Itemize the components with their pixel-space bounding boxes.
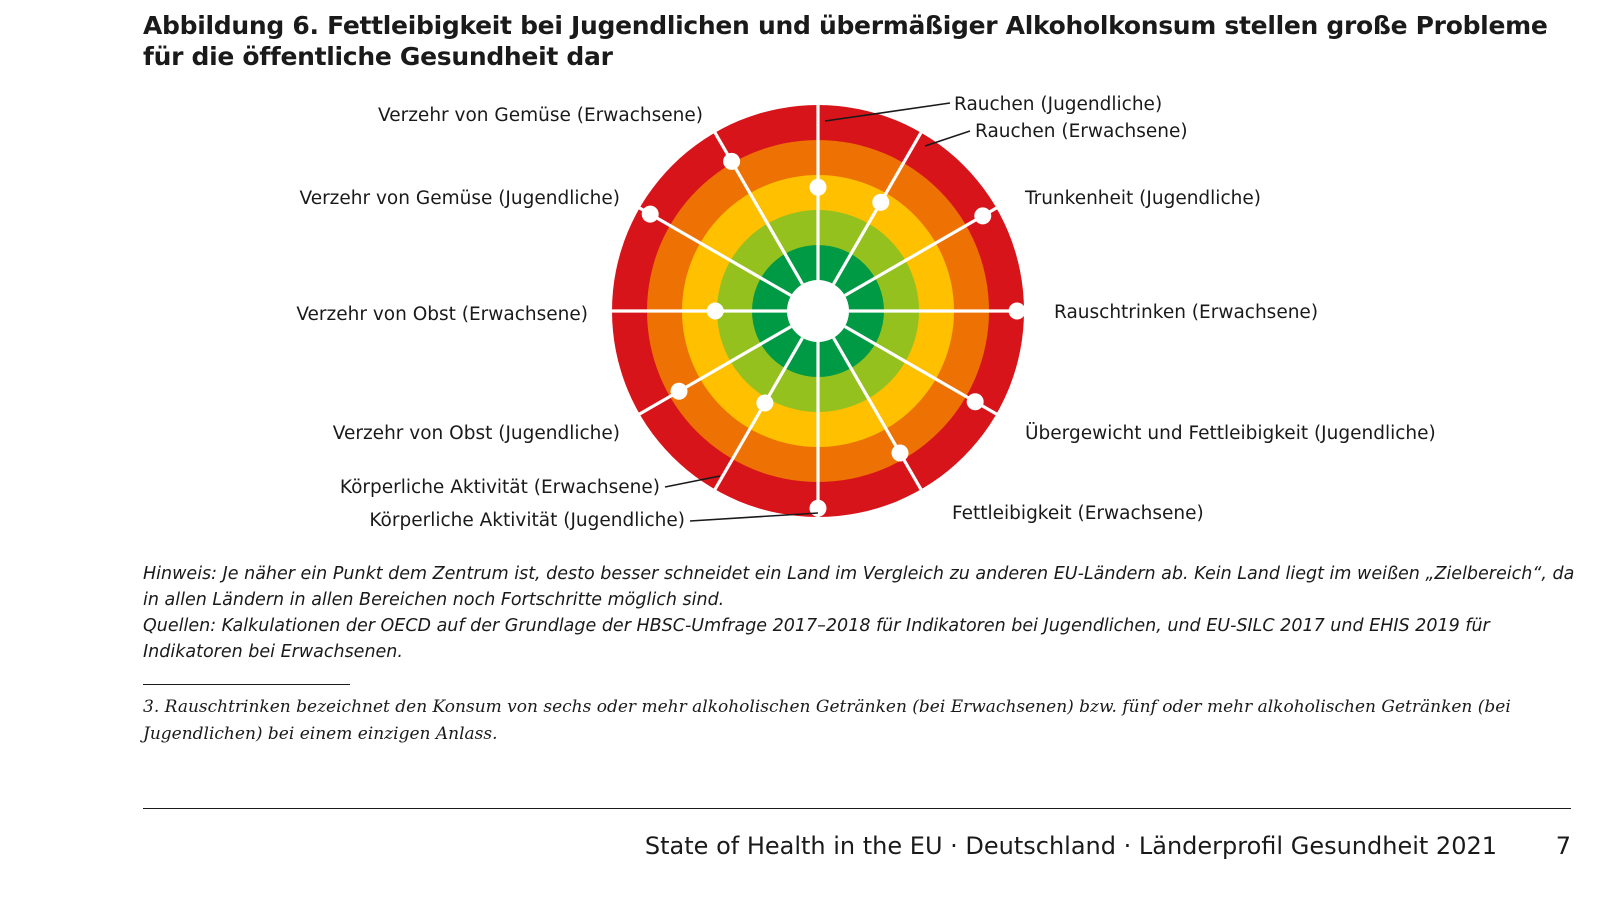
indicator-label: Rauchen (Jugendliche) bbox=[954, 94, 1163, 115]
indicator-label: Rauchen (Erwachsene) bbox=[975, 121, 1188, 142]
indicator-label: Körperliche Aktivität (Jugendliche) bbox=[369, 510, 685, 531]
score-dot bbox=[642, 206, 659, 223]
indicator-label: Verzehr von Gemüse (Jugendliche) bbox=[299, 188, 620, 209]
figure-title: Abbildung 6. Fettleibigkeit bei Jugendlichen und übermäßiger Alkoholkonsum stellen große Probleme für die öffentliche Gesundheit dar bbox=[143, 11, 1548, 71]
score-dot bbox=[756, 395, 773, 412]
leader-line bbox=[690, 513, 818, 521]
score-dot bbox=[723, 153, 740, 170]
score-dot bbox=[872, 194, 889, 211]
footnote-divider bbox=[143, 684, 350, 685]
figure-note bbox=[143, 561, 1583, 665]
score-dot bbox=[810, 500, 827, 517]
score-dot bbox=[1009, 303, 1026, 320]
score-dot bbox=[707, 303, 724, 320]
indicator-label: Fettleibigkeit (Erwachsene) bbox=[952, 503, 1204, 524]
note-sources: Quellen: Kalkulationen der OECD auf der Grundlage der HBSC-Umfrage 2017–2018 für Indikatoren bei Jugendlichen, und EU-SILC 2017 und EHIS 2019 für Indikatoren bei Erwachsenen. bbox=[143, 616, 1490, 662]
indicator-label: Körperliche Aktivität (Erwachsene) bbox=[339, 477, 660, 498]
target-zone bbox=[787, 280, 849, 342]
footnote-text: 3. Rauschtrinken bezeichnet den Konsum von sechs oder mehr alkoholischen Getränken (bei Erwachsenen) bzw. fünf oder mehr alkoholischen Getränken (bei Jugendlichen) bei einem einzigen Anlass. bbox=[143, 697, 1511, 744]
leader-line bbox=[925, 131, 970, 146]
score-dot bbox=[892, 445, 909, 462]
note-hint: Hinweis: Je näher ein Punkt dem Zentrum ist, desto besser schneidet ein Land im Vergleich zu anderen EU-Ländern ab. Kein Land liegt im weißen „Zielbereich“, da in allen Ländern in allen Bereichen noch Fortschritte möglich sind. bbox=[143, 564, 1575, 610]
indicator-label: Trunkenheit (Jugendliche) bbox=[1025, 188, 1261, 209]
score-dot bbox=[974, 207, 991, 224]
score-dot bbox=[810, 179, 827, 196]
indicator-label: Verzehr von Obst (Erwachsene) bbox=[296, 304, 588, 325]
footer-divider bbox=[143, 808, 1571, 809]
page-number: 7 bbox=[1555, 832, 1571, 860]
running-footer: State of Health in the EU · Deutschland · Länderprofil Gesundheit 2021 bbox=[644, 832, 1497, 860]
indicator-label: Rauschtrinken (Erwachsene) bbox=[1054, 302, 1319, 323]
score-dot bbox=[671, 383, 688, 400]
indicator-label: Verzehr von Gemüse (Erwachsene) bbox=[378, 105, 703, 126]
indicator-label: Übergewicht und Fettleibigkeit (Jugendliche) bbox=[1025, 423, 1436, 444]
indicator-label: Verzehr von Obst (Jugendliche) bbox=[332, 423, 620, 444]
score-dot bbox=[967, 393, 984, 410]
